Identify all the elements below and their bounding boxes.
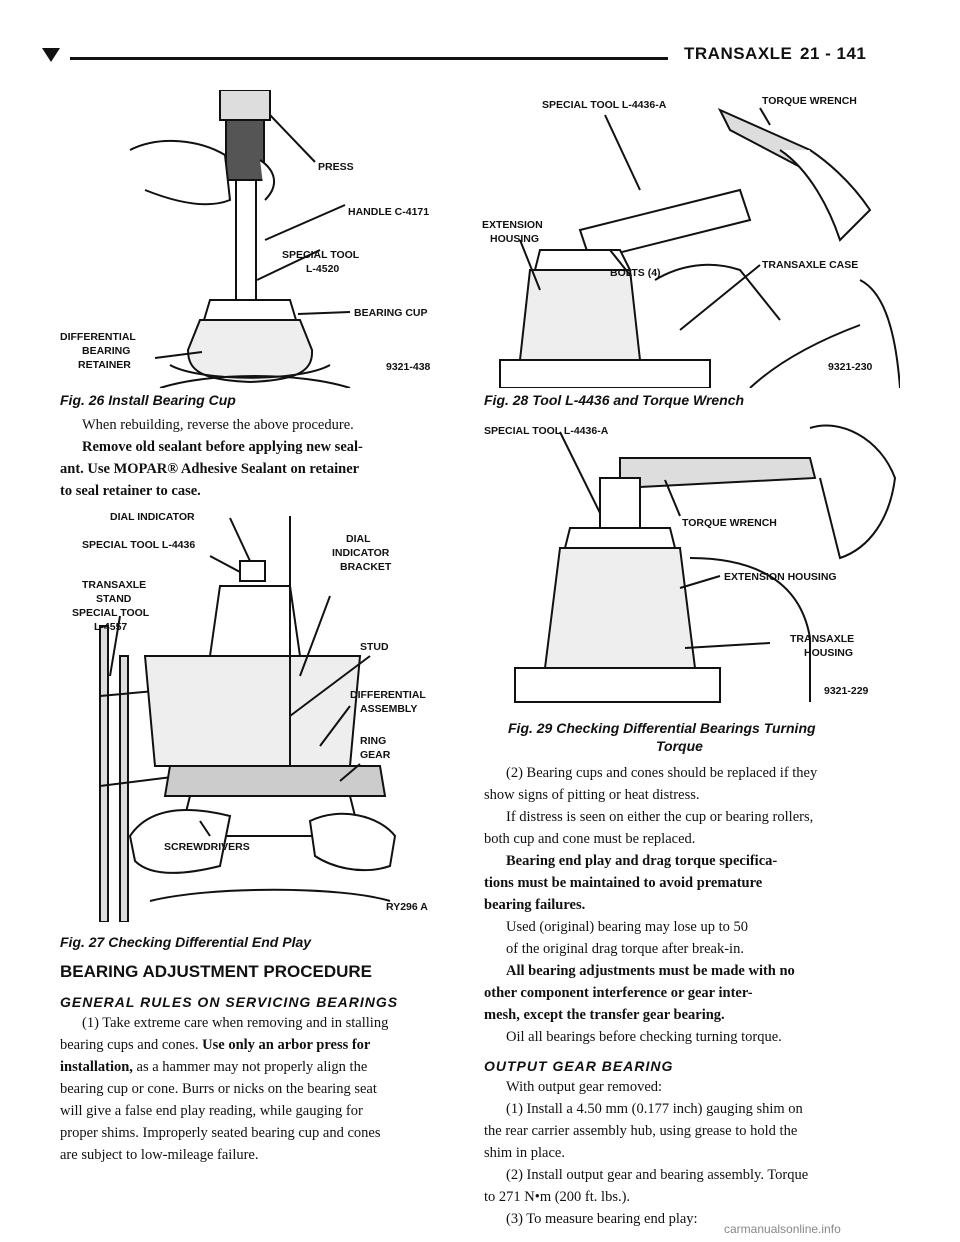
rule-2-line-1: (2) Bearing cups and cones should be replaced if they bbox=[506, 765, 818, 781]
fig28-label-case: TRANSAXLE CASE bbox=[762, 259, 859, 271]
fig29-caption-1: Fig. 29 Checking Differential Bearings Turning bbox=[508, 720, 816, 736]
fig26-label-press: PRESS bbox=[318, 161, 354, 173]
left-intro-text bbox=[60, 414, 460, 502]
fig27-label-ring-2: GEAR bbox=[360, 749, 391, 761]
fig27-label-stand-2: STAND bbox=[96, 593, 132, 605]
rule-1-line-2a: bearing cups and cones. bbox=[60, 1037, 199, 1053]
fig29-caption-2: Torque bbox=[656, 738, 703, 754]
fig27-label-bracket-3: BRACKET bbox=[340, 561, 392, 573]
header-rule bbox=[70, 57, 668, 60]
fig27-label-stand-3: SPECIAL TOOL bbox=[72, 607, 150, 619]
endplay-note-3: bearing failures. bbox=[484, 897, 586, 913]
fig29-illustration bbox=[480, 418, 900, 708]
rule-1-line-6: proper shims. Improperly seated bearing cup and cones bbox=[60, 1125, 381, 1141]
fig27-label-ring-1: RING bbox=[360, 735, 387, 747]
rule-1-line-3b: as a hammer may not properly align the bbox=[136, 1059, 368, 1075]
fig27-label-diff-2: ASSEMBLY bbox=[360, 703, 418, 715]
fig27-label-screwdrivers: SCREWDRIVERS bbox=[164, 841, 250, 853]
fig26-illustration bbox=[60, 90, 460, 388]
used-bearing-note-1: Used (original) bearing may lose up to 50 bbox=[506, 919, 749, 935]
fig28-label-ext-2: HOUSING bbox=[490, 233, 540, 245]
fig26-label-handle: HANDLE C-4171 bbox=[348, 206, 430, 218]
fig26-drawing bbox=[60, 90, 460, 388]
rule-1-line-5: will give a false end play reading, while gauging for bbox=[60, 1103, 363, 1119]
fig27-label-bracket-2: INDICATOR bbox=[332, 547, 390, 559]
sealant-note-2: ant. Use MOPAR® Adhesive Sealant on retainer bbox=[60, 461, 360, 477]
fig27-illustration bbox=[60, 506, 460, 922]
output-step-0: With output gear removed: bbox=[506, 1079, 663, 1095]
fig26-label-cup: BEARING CUP bbox=[354, 307, 428, 319]
oil-note: Oil all bearings before checking turning torque. bbox=[506, 1029, 782, 1045]
fig27-label-bracket-1: DIAL bbox=[346, 533, 371, 545]
fig27-label-tool: SPECIAL TOOL L-4436 bbox=[82, 539, 196, 551]
endplay-note-2: tions must be maintained to avoid premature bbox=[484, 875, 763, 891]
fig29-code: 9321-229 bbox=[824, 685, 869, 697]
fig27-label-dial: DIAL INDICATOR bbox=[110, 511, 195, 523]
fig27-label-stand-1: TRANSAXLE bbox=[82, 579, 147, 591]
distress-note-2: both cup and cone must be replaced. bbox=[484, 831, 696, 847]
adjustment-note-2: other component interference or gear inter- bbox=[484, 985, 753, 1001]
fig26-caption: Fig. 26 Install Bearing Cup bbox=[60, 392, 236, 408]
section-title: TRANSAXLE bbox=[684, 44, 793, 63]
fig29-label-ext: EXTENSION HOUSING bbox=[724, 571, 837, 583]
rule-1-line-4: bearing cup or cone. Burrs or nicks on the bearing seat bbox=[60, 1081, 377, 1097]
fig29-label-tr-1: TRANSAXLE bbox=[790, 633, 855, 645]
adjustment-note-3: mesh, except the transfer gear bearing. bbox=[484, 1007, 725, 1023]
output-step-1-line-2: the rear carrier assembly hub, using grease to hold the bbox=[484, 1123, 798, 1139]
rule-1-line-1: (1) Take extreme care when removing and in stalling bbox=[82, 1015, 389, 1031]
heading-general-rules: GENERAL RULES ON SERVICING BEARINGS bbox=[60, 994, 399, 1010]
fig27-label-diff-1: DIFFERENTIAL bbox=[350, 689, 426, 701]
heading-output-gear-bearing: OUTPUT GEAR BEARING bbox=[484, 1058, 674, 1074]
fig28-label-ext-1: EXTENSION bbox=[482, 219, 543, 231]
fig28-caption: Fig. 28 Tool L-4436 and Torque Wrench bbox=[484, 392, 745, 408]
fig26-code: 9321-438 bbox=[386, 361, 431, 373]
fig29-label-tool: SPECIAL TOOL L-4436-A bbox=[484, 425, 609, 437]
heading-bearing-adjustment: BEARING ADJUSTMENT PROCEDURE bbox=[60, 962, 373, 981]
fig28-label-tool: SPECIAL TOOL L-4436-A bbox=[542, 99, 667, 111]
used-bearing-note-2: of the original drag torque after break-in. bbox=[506, 941, 744, 957]
fig26-label-retainer-2: BEARING bbox=[82, 345, 131, 357]
adjustment-note-1: All bearing adjustments must be made with no bbox=[506, 963, 795, 979]
output-gear-text bbox=[484, 1076, 904, 1230]
rule-1-line-2b: Use only an arbor press for bbox=[202, 1037, 371, 1053]
fig28-code: 9321-230 bbox=[828, 361, 873, 373]
fig27-caption: Fig. 27 Checking Differential End Play bbox=[60, 934, 312, 950]
fig27-label-stud: STUD bbox=[360, 641, 389, 653]
fig28-label-bolts: BOLTS (4) bbox=[610, 267, 661, 279]
general-rules-text bbox=[60, 1012, 460, 1166]
fig27-label-stand-4: L-4557 bbox=[94, 621, 128, 633]
fig26-label-tool-num: L-4520 bbox=[306, 263, 340, 275]
output-step-2-line-2: to 271 N•m (200 ft. lbs.). bbox=[484, 1189, 631, 1205]
fig28-label-wrench: TORQUE WRENCH bbox=[762, 95, 857, 107]
fig26-label-tool: SPECIAL TOOL bbox=[282, 249, 360, 261]
fig29-label-tr-2: HOUSING bbox=[804, 647, 854, 659]
fig28-illustration bbox=[480, 90, 900, 388]
rule-1-line-7: are subject to low-mileage failure. bbox=[60, 1147, 259, 1163]
page-number: 21 - 141 bbox=[800, 44, 867, 63]
fig28-drawing bbox=[480, 90, 900, 388]
watermark-text: carmanualsonline.info bbox=[724, 1222, 841, 1236]
endplay-note-1: Bearing end play and drag torque specifica- bbox=[506, 853, 778, 869]
fig26-label-retainer-1: DIFFERENTIAL bbox=[60, 331, 136, 343]
fig29-label-wrench: TORQUE WRENCH bbox=[682, 517, 777, 529]
fig29-drawing bbox=[480, 418, 900, 708]
sealant-note-1: Remove old sealant before applying new seal- bbox=[82, 439, 363, 455]
output-step-3: (3) To measure bearing end play: bbox=[506, 1211, 698, 1227]
rule-2-line-2: show signs of pitting or heat distress. bbox=[484, 787, 700, 803]
fig27-code: RY296 A bbox=[386, 901, 428, 913]
right-rules-text bbox=[484, 762, 904, 1048]
fig26-label-retainer-3: RETAINER bbox=[78, 359, 131, 371]
distress-note-1: If distress is seen on either the cup or bearing rollers, bbox=[506, 809, 814, 825]
fig27-drawing bbox=[60, 506, 460, 922]
sealant-note-3: to seal retainer to case. bbox=[60, 483, 201, 499]
output-step-1-line-1: (1) Install a 4.50 mm (0.177 inch) gauging shim on bbox=[506, 1101, 803, 1117]
rule-1-line-3a: installation, bbox=[60, 1059, 133, 1075]
output-step-1-line-3: shim in place. bbox=[484, 1145, 565, 1161]
output-step-2-line-1: (2) Install output gear and bearing assembly. Torque bbox=[506, 1167, 809, 1183]
header-triangle-icon bbox=[42, 48, 60, 62]
rebuild-note: When rebuilding, reverse the above procedure. bbox=[82, 417, 354, 433]
